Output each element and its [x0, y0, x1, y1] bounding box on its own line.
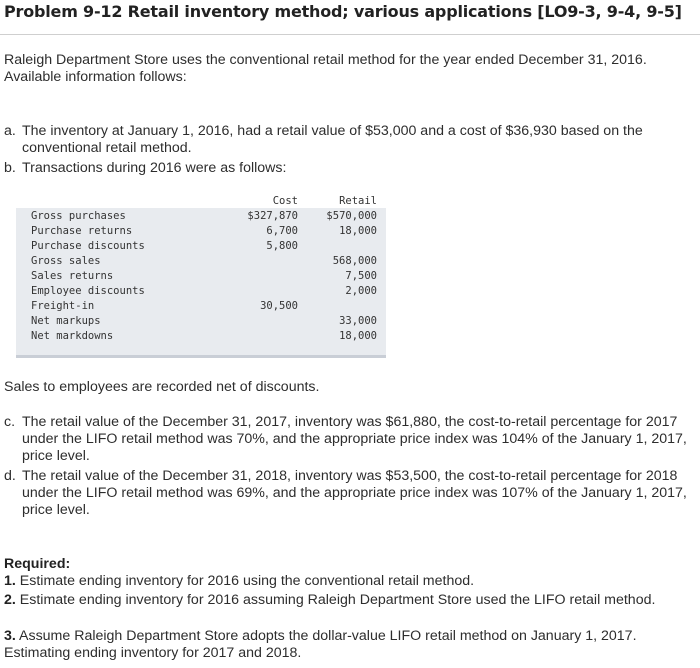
- row-label: Employee discounts: [31, 285, 145, 297]
- row-label: Purchase returns: [31, 225, 133, 237]
- required-item-number: 1.: [4, 573, 16, 589]
- row-label: Freight-in: [31, 300, 95, 312]
- row-retail: 18,000: [339, 330, 377, 342]
- table-header-band: [16, 194, 386, 208]
- row-cost: 30,500: [260, 300, 298, 312]
- required-item-number: 3.: [4, 628, 16, 644]
- required-item-1: [4, 573, 698, 590]
- row-cost: 6,700: [266, 225, 298, 237]
- row-label: Gross purchases: [31, 210, 126, 222]
- item-b: [4, 160, 696, 177]
- page-title: Problem 9-12 Retail inventory method; various applications [LO9-3, 9-4, 9-5]: [4, 2, 682, 21]
- row-retail: $570,000: [326, 210, 377, 222]
- row-cost: $327,870: [247, 210, 298, 222]
- item-b-text: Transactions during 2016 were as follows:: [22, 160, 287, 176]
- item-d: [4, 468, 696, 519]
- row-label: Net markdowns: [31, 330, 114, 342]
- row-retail: 18,000: [339, 225, 377, 237]
- row-cost: 5,800: [266, 240, 298, 252]
- item-c-label: c.: [4, 414, 16, 430]
- item-b-label: b.: [4, 160, 16, 176]
- cost-column-header: Cost: [272, 195, 298, 207]
- note-paragraph: Sales to employees are recorded net of discounts.: [4, 379, 320, 395]
- item-a-text: The inventory at January 1, 2016, had a retail value of $53,000 and a cost of $36,930 based on the conventional retail method.: [22, 123, 643, 156]
- required-item-2: [4, 592, 698, 609]
- item-a-label: a.: [4, 123, 16, 139]
- item-d-label: d.: [4, 468, 16, 484]
- item-d-text: The retail value of the December 31, 2018, inventory was $53,500, the cost-to-retail percentage for 2018 under the LIFO retail method was 69%, and the appropriate price index was 107% of the January 1, 2017, price level.: [22, 468, 687, 518]
- required-item-text: Estimate ending inventory for 2016 assuming Raleigh Department Store used the LIFO retail method.: [19, 592, 656, 608]
- row-retail: 568,000: [332, 255, 377, 267]
- required-item-number: 2.: [4, 592, 16, 608]
- retail-column-header: Retail: [339, 195, 377, 207]
- row-label: Gross sales: [31, 255, 101, 267]
- transactions-table: [16, 194, 386, 358]
- required-item-text: Estimate ending inventory for 2016 using the conventional retail method.: [19, 573, 475, 589]
- required-heading: Required:: [4, 556, 71, 572]
- row-label: Purchase discounts: [31, 240, 145, 252]
- row-label: Sales returns: [31, 270, 114, 282]
- row-retail: 2,000: [345, 285, 377, 297]
- row-label: Net markups: [31, 315, 101, 327]
- required-item-3: [4, 628, 698, 662]
- intro-paragraph: Raleigh Department Store uses the conventional retail method for the year ended December 31, 2016. Available information follows:: [4, 52, 647, 85]
- title-divider: [0, 34, 700, 35]
- item-a: [4, 123, 696, 157]
- row-retail: 7,500: [345, 270, 377, 282]
- item-c-text: The retail value of the December 31, 2017, inventory was $61,880, the cost-to-retail percentage for 2017 under the LIFO retail method was 70%, and the appropriate price index was 104% of the January 1, 2017, price level.: [22, 414, 687, 464]
- row-retail: 33,000: [339, 315, 377, 327]
- required-item-text: Assume Raleigh Department Store adopts the dollar-value LIFO retail method on January 1, 2017. Estimating ending inventory for 2017 and 2018.: [4, 628, 637, 661]
- item-c: [4, 414, 696, 465]
